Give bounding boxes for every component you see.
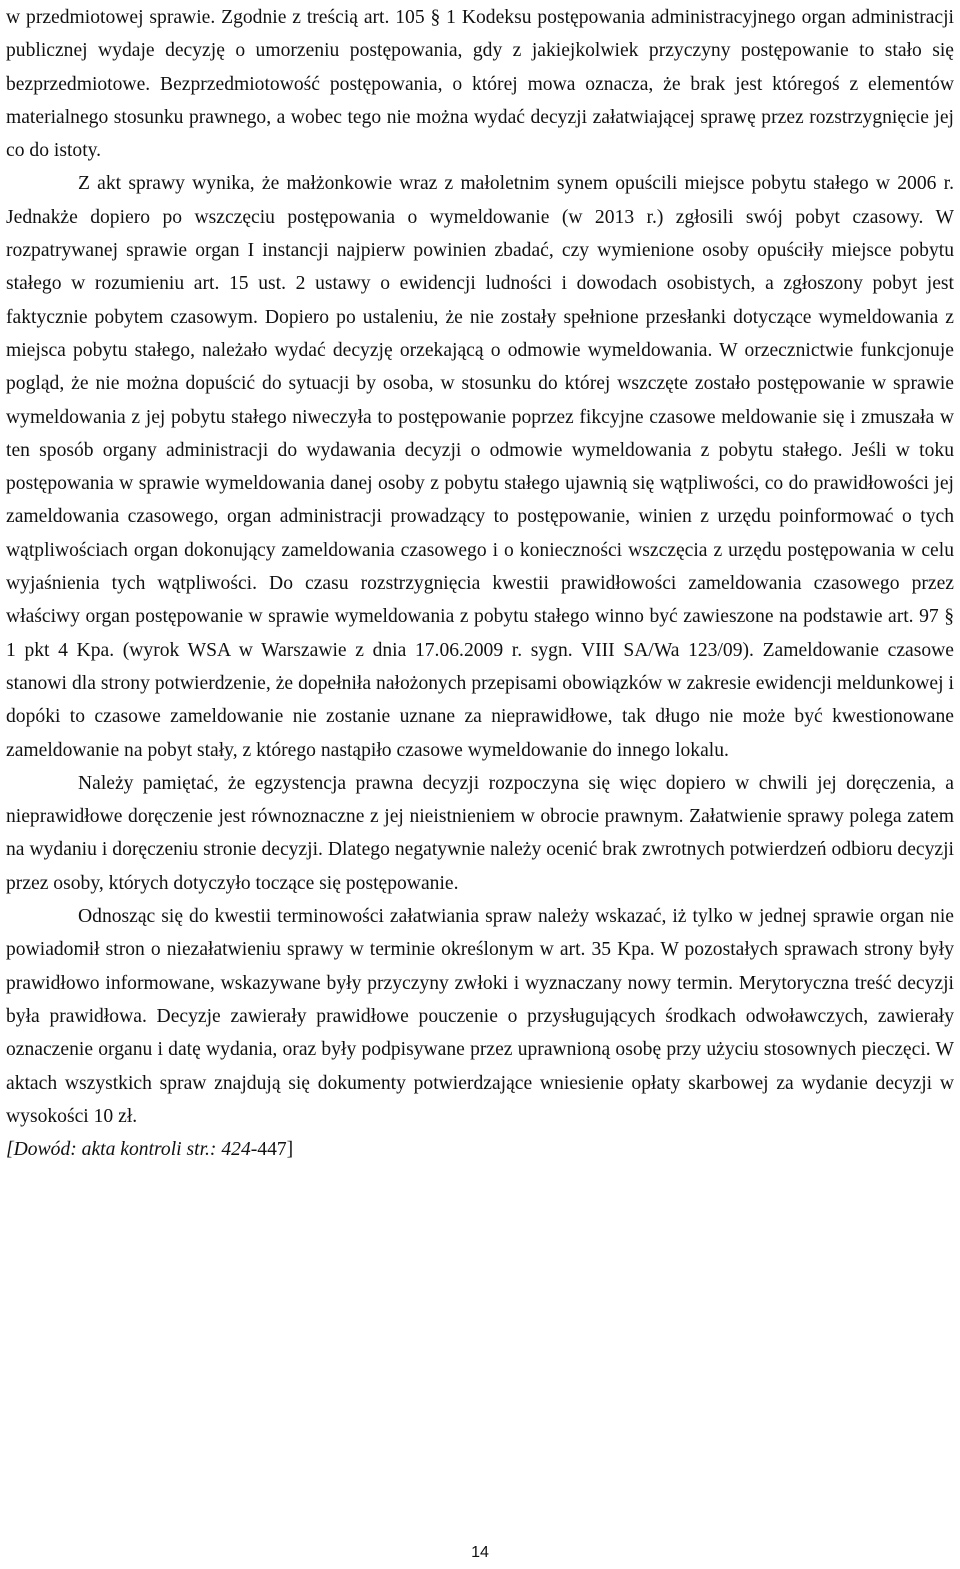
evidence-reference (6, 1133, 954, 1166)
paragraph-continuation: w przedmiotowej sprawie. Zgodnie z treścią art. 105 § 1 Kodeksu postępowania administracyjnego organ administracji publicznej wydaje decyzję o umorzeniu postępowania, gdy z jakiejkolwiek przyczyny postępowanie to stało się bezprzedmiotowe. Bezprzedmiotowość postępowania, o której mowa oznacza, że brak jest któregoś z elementów materialnego stosunku prawnego, a wobec tego nie można wydać decyzji załatwiającej sprawę przez rozstrzygnięcie jej co do istoty. (6, 7, 954, 162)
evidence-reference-suffix: 447] (257, 1139, 294, 1161)
page-number: 14 (471, 1544, 489, 1561)
evidence-reference-prefix: [Dowód: akta kontroli str.: 424- (6, 1139, 258, 1161)
document-body (6, 0, 954, 1166)
paragraph: Należy pamiętać, że egzystencja prawna decyzji rozpoczyna się więc dopiero w chwili jej doręczenia, a nieprawidłowe doręczenie jest równoznaczne z jej nieistnieniem w obrocie prawnym. Załatwienie sprawy polega zatem na wydaniu i doręczeniu stronie decyzji. Dlatego negatywnie należy ocenić brak zwrotnych potwierdzeń odbioru decyzji przez osoby, których dotyczyło toczące się postępowanie. (6, 772, 954, 894)
paragraph: Z akt sprawy wynika, że małżonkowie wraz z małoletnim synem opuścili miejsce pobytu stałego w 2006 r. Jednakże dopiero po wszczęciu postępowania o wymeldowanie (w 2013 r.) zgłosili swój pobyt czasowy. W rozpatrywanej sprawie organ I instancji najpierw powinien zbadać, czy wymienione osoby opuściły miejsce pobytu stałego w rozumieniu art. 15 ust. 2 ustawy o ewidencji ludności i dowodach osobistych, a zgłoszony pobyt jest faktycznie pobytem czasowym. Dopiero po ustaleniu, że nie zostały spełnione przesłanki dotyczące wymeldowania z miejsca pobytu stałego, należało wydać decyzję orzekającą o odmowie wymeldowania. W orzecznictwie funkcjonuje pogląd, że nie można dopuścić do sytuacji by osoba, w stosunku do której wszczęte zostało postępowanie w sprawie wymeldowania z jej pobytu stałego niweczyła to postępowanie poprzez fikcyjne czasowe meldowanie się i zmuszała w ten sposób organy administracji do wydawania decyzji o odmowie wymeldowania z pobytu stałego. Jeśli w toku postępowania w sprawie wymeldowania danej osoby z pobytu stałego ujawnią się wątpliwości, co do prawidłowości jej zameldowania czasowego, organ administracji prowadzący to postępowanie, winien z urzędu poinformować o tych wątpliwościach organ dokonujący zameldowania czasowego i o konieczności wszczęcia z urzędu postępowania w celu wyjaśnienia tych wątpliwości. Do czasu rozstrzygnięcia kwestii prawidłowości zameldowania czasowego przez właściwy organ postępowanie w sprawie wymeldowania z pobytu stałego winno być zawieszone na podstawie art. 97 § 1 pkt 4 Kpa. (wyrok WSA w Warszawie z dnia 17.06.2009 r. sygn. VIII SA/Wa 123/09). Zameldowanie czasowe stanowi dla strony potwierdzenie, że dopełniła nałożonych przepisami obowiązków w zakresie ewidencji meldunkowej i dopóki to czasowe zameldowanie nie zostanie uznane za nieprawidłowe, tak długo nie może być kwestionowane zameldowanie na pobyt stały, z którego nastąpiło czasowe wymeldowanie do innego lokalu. (6, 173, 954, 761)
paragraph: Odnosząc się do kwestii terminowości załatwiania spraw należy wskazać, iż tylko w jednej sprawie organ nie powiadomił stron o niezałatwieniu sprawy w terminie określonym w art. 35 Kpa. W pozostałych sprawach strony były prawidłowo informowane, wskazywane były przyczyny zwłoki i wyznaczany nowy termin. Merytoryczna treść decyzji była prawidłowa. Decyzje zawierały prawidłowe pouczenie o przysługujących środkach odwoławczych, zawierały oznaczenie organu i datę wydania, oraz były podpisywane przez uprawnioną osobę przy użyciu stosownych pieczęci. W aktach wszystkich spraw znajdują się dokumenty potwierdzające wniesienie opłaty skarbowej za wydanie decyzji w wysokości 10 zł. (6, 906, 954, 1127)
